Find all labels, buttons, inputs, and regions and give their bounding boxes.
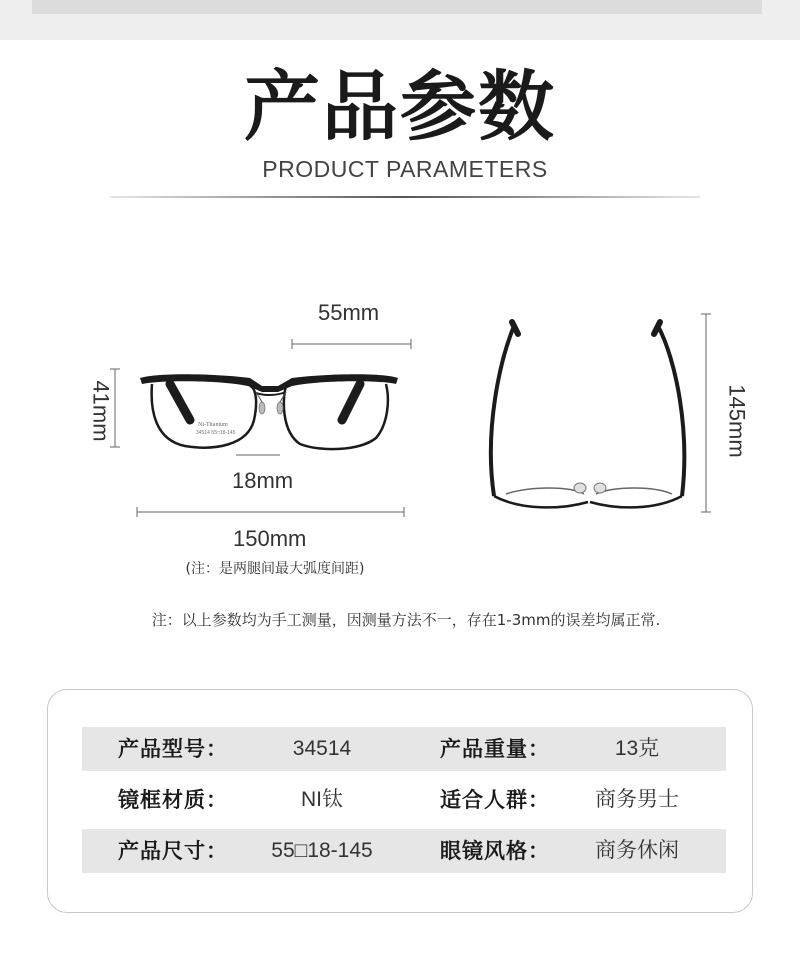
param-label: 镜框材质： [118, 788, 228, 812]
param-label: 产品重量： [440, 737, 550, 761]
frame-width-note: (注：是两腿间最大弧度间距) [185, 561, 365, 577]
param-label: 产品型号： [118, 737, 228, 761]
parameter-card [47, 689, 753, 913]
lens-width-line [292, 339, 411, 349]
param-label: 眼镜风格： [440, 839, 550, 863]
lens-height-label: 41mm [88, 380, 114, 442]
param-value: NI钛 [301, 788, 343, 811]
frame-width-label: 150mm [233, 526, 307, 551]
param-value: 13克 [614, 737, 660, 760]
param-value: 商务男士 [595, 788, 679, 811]
temple-length-line [701, 314, 711, 512]
param-row [82, 829, 726, 873]
frame-print-1: Ni-Titanium [198, 422, 228, 428]
frame-print-2: 34514 55□18-145 [196, 430, 236, 436]
page-title: 产品参数 [244, 62, 556, 151]
param-value: 34514 [292, 737, 352, 760]
bridge-label: 18mm [232, 468, 294, 493]
param-label: 适合人群： [440, 788, 550, 812]
param-row [82, 727, 726, 771]
lens-width-label: 55mm [318, 300, 380, 325]
param-value: 商务休闲 [595, 839, 679, 862]
glasses-top-view [491, 322, 684, 507]
param-value: 55□18-145 [271, 839, 373, 862]
page-subtitle: PRODUCT PARAMETERS [262, 156, 548, 182]
glasses-front-view [140, 374, 398, 449]
measurement-note: 注：以上参数均为手工测量，因测量方法不一，存在1-3mm的误差均属正常. [151, 611, 661, 629]
param-label: 产品尺寸： [118, 839, 228, 863]
param-row [82, 778, 726, 822]
frame-width-line [137, 507, 404, 517]
temple-length-label: 145mm [724, 384, 750, 458]
